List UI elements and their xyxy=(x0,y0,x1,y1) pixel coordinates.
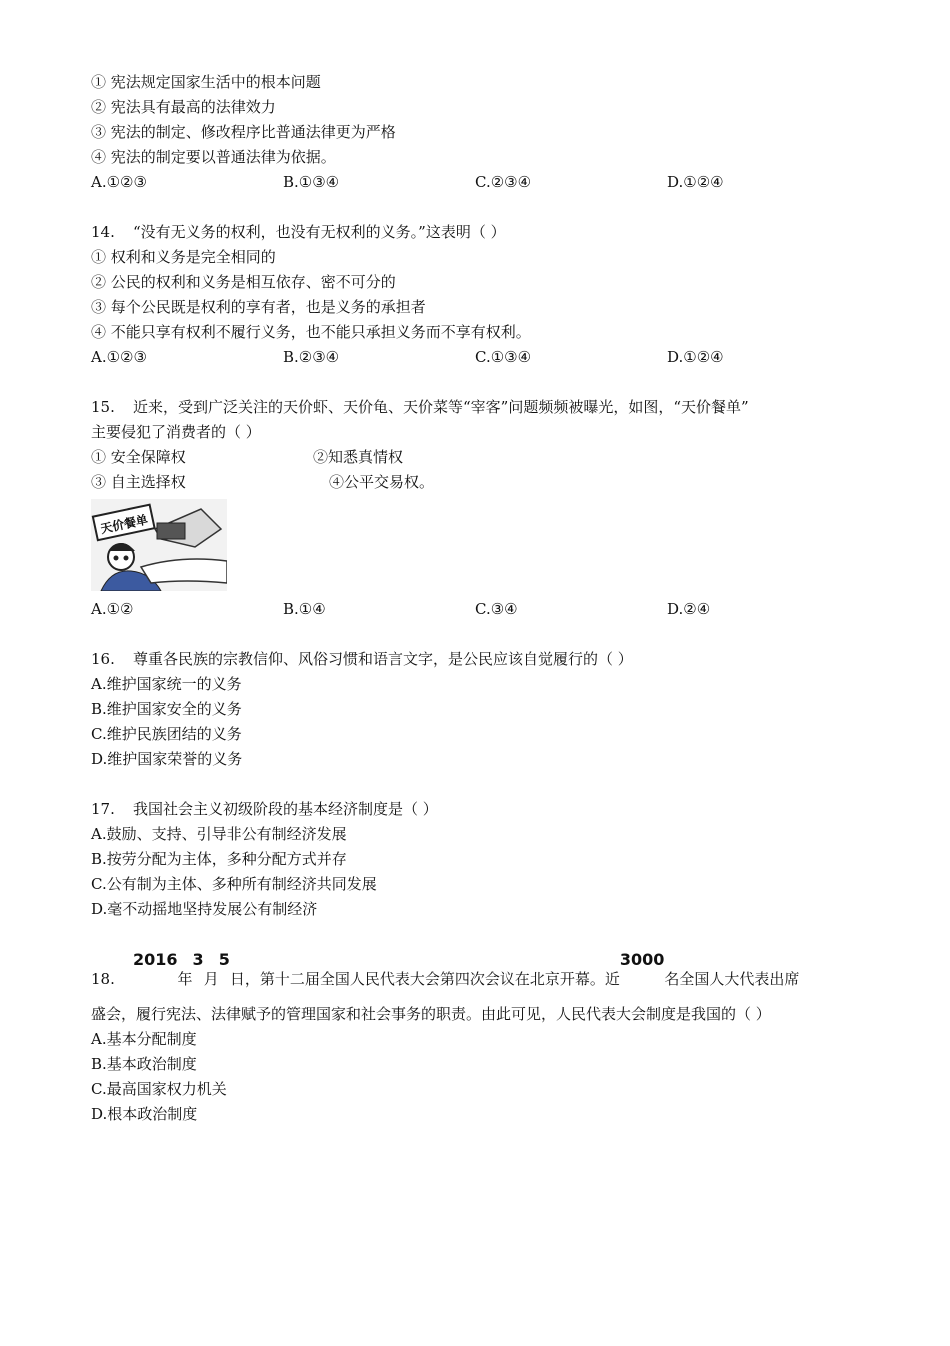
statement: ① 宪法规定国家生活中的根本问题 xyxy=(91,73,321,91)
stem-text: 日，第十二届全国人民代表大会第四次会议在北京开幕。近 xyxy=(229,970,620,988)
question-17 xyxy=(91,797,871,922)
option-b[interactable]: B.维护国家安全的义务 xyxy=(91,700,242,718)
question-stem xyxy=(91,947,871,997)
stem-continuation: 盛会，履行宪法、法律赋予的管理国家和社会事务的职责。由此可见，人民代表大会制度是我国的（ ） xyxy=(91,1005,771,1023)
option-b[interactable]: B.按劳分配为主体，多种分配方式并存 xyxy=(91,850,347,868)
option-d[interactable]: D.①②④ xyxy=(667,173,724,191)
statement: ② 公民的权利和义务是相互依存、密不可分的 xyxy=(91,273,396,291)
question-15 xyxy=(91,395,871,622)
option-a[interactable]: A.鼓励、支持、引导非公有制经济发展 xyxy=(91,825,347,843)
answer-options xyxy=(91,170,871,195)
statement: ④公平交易权。 xyxy=(329,473,435,491)
statement: ① 安全保障权 xyxy=(91,448,186,466)
option-d[interactable]: D.毫不动摇地坚持发展公有制经济 xyxy=(91,900,318,918)
option-c[interactable]: C.①③④ xyxy=(475,348,532,366)
stem-text-2: 名全国人大代表出席 xyxy=(664,970,800,988)
delegate-count: 3000 xyxy=(619,950,665,969)
question-13 xyxy=(91,70,871,195)
question-number: 16. xyxy=(91,650,115,668)
statement: ④ 不能只享有权利不履行义务，也不能只承担义务而不享有权利。 xyxy=(91,323,531,341)
option-d[interactable]: D.维护国家荣誉的义务 xyxy=(91,750,243,768)
option-c[interactable]: C.最高国家权力机关 xyxy=(91,1080,227,1098)
question-stem xyxy=(91,647,871,672)
question-number: 18. xyxy=(91,970,115,988)
cartoon-image xyxy=(91,499,227,591)
answer-options xyxy=(91,597,871,622)
question-14 xyxy=(91,220,871,370)
option-b[interactable]: B.基本政治制度 xyxy=(91,1055,197,1073)
question-number: 17. xyxy=(91,800,115,818)
option-d[interactable]: D.①②④ xyxy=(667,348,724,366)
option-c[interactable]: C.②③④ xyxy=(475,173,532,191)
cartoon-illustration xyxy=(91,499,227,591)
statement: ③ 每个公民既是权利的享有者，也是义务的承担者 xyxy=(91,298,426,316)
day-value: 5 xyxy=(218,950,230,969)
question-stem xyxy=(91,797,871,822)
answer-options xyxy=(91,345,871,370)
option-a[interactable]: A.①② xyxy=(91,600,134,618)
option-c[interactable]: C.③④ xyxy=(475,600,518,618)
year-value: 2016 xyxy=(133,950,178,969)
statement: ②知悉真情权 xyxy=(313,448,404,466)
stem-text: 尊重各民族的宗教信仰、风俗习惯和语言文字，是公民应该自觉履行的（ ） xyxy=(133,650,633,668)
option-d[interactable]: D.根本政治制度 xyxy=(91,1105,198,1123)
month-value: 3 xyxy=(192,950,204,969)
option-a[interactable]: A.①②③ xyxy=(91,348,147,366)
option-a[interactable]: A.①②③ xyxy=(91,173,147,191)
option-b[interactable]: B.①④ xyxy=(283,600,326,618)
question-16 xyxy=(91,647,871,772)
question-stem xyxy=(91,220,871,245)
statement: ③ 自主选择权 xyxy=(91,473,186,491)
stem-text: 近来，受到广泛关注的天价虾、天价龟、天价菜等“宰客”问题频频被曝光，如图，“天价餐单” xyxy=(133,398,749,416)
exam-page xyxy=(91,70,871,1127)
question-stem xyxy=(91,395,871,420)
option-c[interactable]: C.公有制为主体、多种所有制经济共同发展 xyxy=(91,875,377,893)
option-c[interactable]: C.维护民族团结的义务 xyxy=(91,725,242,743)
statement: ② 宪法具有最高的法律效力 xyxy=(91,98,276,116)
question-number: 14. xyxy=(91,223,115,241)
statement: ④ 宪法的制定要以普通法律为依据。 xyxy=(91,148,336,166)
question-18 xyxy=(91,947,871,1127)
menu-sign-text: 天价餐单 xyxy=(99,512,150,537)
option-a[interactable]: A.维护国家统一的义务 xyxy=(91,675,242,693)
option-b[interactable]: B.①③④ xyxy=(283,173,340,191)
stem-continuation: 主要侵犯了消费者的（ ） xyxy=(91,423,261,441)
year-unit: 年 xyxy=(177,970,193,988)
stem-text: “没有无义务的权利，也没有无权利的义务。”这表明（ ） xyxy=(133,223,506,241)
option-d[interactable]: D.②④ xyxy=(667,600,711,618)
stem-text: 我国社会主义初级阶段的基本经济制度是（ ） xyxy=(133,800,438,818)
month-unit: 月 xyxy=(203,970,219,988)
statement: ① 权利和义务是完全相同的 xyxy=(91,248,276,266)
question-number: 15. xyxy=(91,398,115,416)
option-a[interactable]: A.基本分配制度 xyxy=(91,1030,197,1048)
option-b[interactable]: B.②③④ xyxy=(283,348,340,366)
statement: ③ 宪法的制定、修改程序比普通法律更为严格 xyxy=(91,123,396,141)
